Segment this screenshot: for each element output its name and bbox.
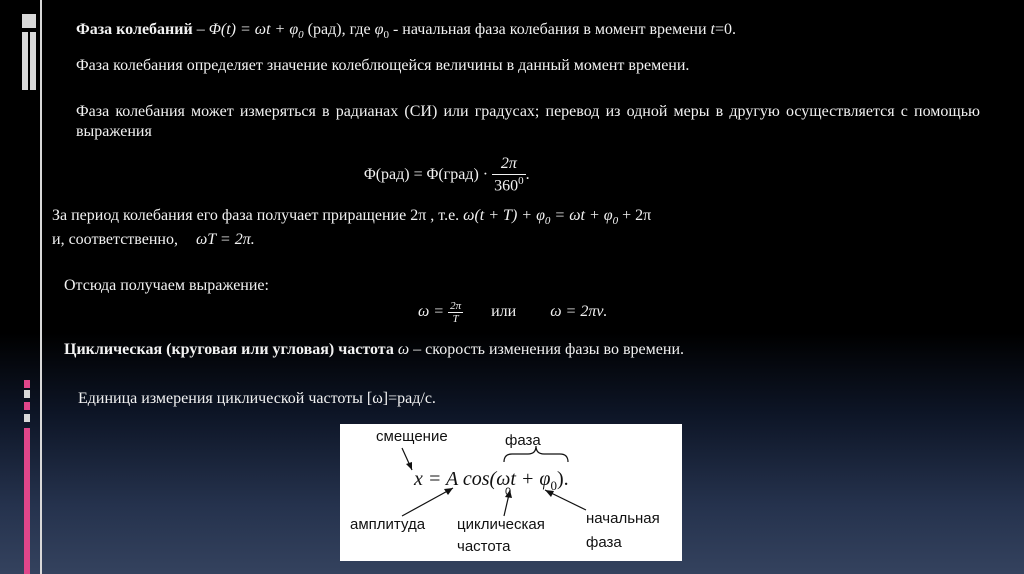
phase-definition-line: Фаза колебаний – $\Phi(t) = \omega t + \varphi_0$ (рад), где $\varphi_0$ - начальная фаза колебания в момент времени t=0. xyxy=(76,21,736,42)
formula-diagram xyxy=(340,424,682,561)
label-omega-zero: 0 xyxy=(505,486,512,498)
label-amplitude: амплитуда xyxy=(350,516,426,533)
unit-line: Единица измерения циклической частоты [ω]=рад/с. xyxy=(78,390,436,407)
cyclic-frequency-term: Циклическая (круговая или угловая) частота xyxy=(64,341,394,358)
label-shift: смещение xyxy=(376,428,448,445)
cyclic-frequency-line: Циклическая (круговая или угловая) частота ω – скорость изменения фазы во времени. xyxy=(64,341,684,358)
label-initial-1: начальная xyxy=(586,510,660,527)
units-paragraph: Фаза колебания может измеряться в радианах (СИ) или градусах; перевод из одной меры в другую осуществляется с помощью выражения xyxy=(76,103,980,140)
omega-formula: ω = $\frac{2\pi}{T}$ или ω = 2πν. xyxy=(418,299,608,325)
phase-formula: Φ(t) = ωt + φ xyxy=(208,21,299,38)
label-cyclic-1: циклическая xyxy=(457,516,545,533)
decorative-bars-top xyxy=(22,14,38,90)
label-initial-2: фаза xyxy=(586,534,622,551)
label-phase: фаза xyxy=(505,432,541,449)
hence-line: Отсюда получаем выражение: xyxy=(64,277,269,294)
omega-fraction: $\frac{2\pi}{T}$ xyxy=(450,299,462,325)
vertical-divider-line xyxy=(40,0,42,574)
decorative-bars-bottom xyxy=(22,380,34,574)
phase-meaning-line: Фаза колебания определяет значение колеблющейся величины в данный момент времени. xyxy=(76,57,690,74)
diagram-equation: x = A $\cos(\omega t + \varphi_0)$. xyxy=(414,468,569,493)
period-increment-line: За период колебания его фаза получает приращение 2π , т.е. $\omega(t + T) + \varphi_0 = \omega t + \varphi_0 + 2\pi$ xyxy=(52,207,652,228)
phase-term: Фаза колебаний xyxy=(76,21,193,38)
period-result-line: и, соответственно, ωT = 2π. xyxy=(52,231,255,248)
conversion-formula: Φ(рад) = Φ(град) · $\frac{2\pi}{360^0}$ . xyxy=(364,154,530,195)
label-cyclic-2: частота xyxy=(457,538,511,555)
conversion-fraction: $\frac{2\pi}{360^0}$ xyxy=(494,154,524,195)
